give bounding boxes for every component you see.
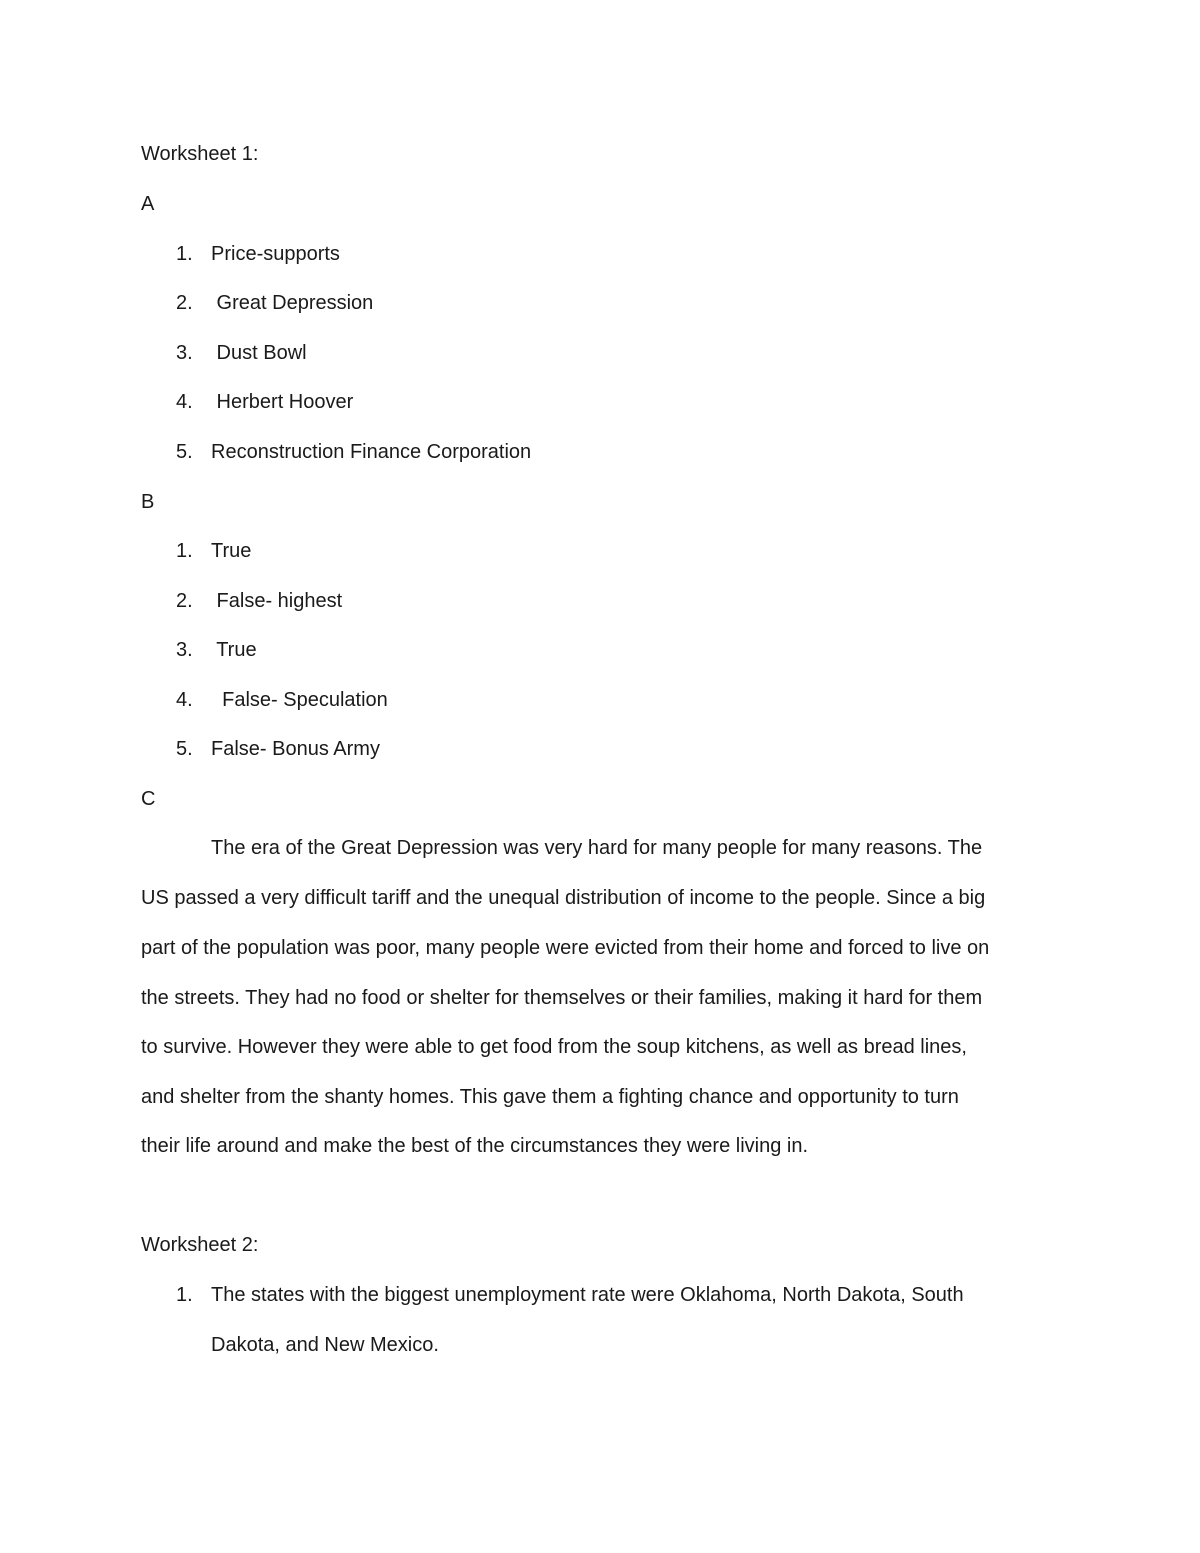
list-text: Price-supports <box>211 243 340 265</box>
section-a-label: A <box>141 193 155 215</box>
list-number: 4. <box>176 391 193 413</box>
paragraph-line: US passed a very difficult tariff and the unequal distribution of income to the people. Since a big <box>141 887 986 909</box>
paragraph-line: and shelter from the shanty homes. This gave them a fighting chance and opportunity to turn <box>141 1086 959 1108</box>
list-number: 5. <box>176 441 193 463</box>
list-text: False- Bonus Army <box>211 738 380 760</box>
worksheet-2-heading: Worksheet 2: <box>141 1234 259 1256</box>
list-number: 2. <box>176 292 193 314</box>
list-number: 1. <box>176 1284 193 1306</box>
list-text: Great Depression <box>211 292 374 314</box>
list-text: False- Speculation <box>211 689 388 711</box>
list-text: False- highest <box>211 590 343 612</box>
paragraph-line: the streets. They had no food or shelter for themselves or their families, making it hard for them <box>141 987 983 1009</box>
list-text: Reconstruction Finance Corporation <box>211 441 532 463</box>
list-number: 3. <box>176 639 193 661</box>
list-text: Herbert Hoover <box>211 391 354 413</box>
section-b-label: B <box>141 491 155 513</box>
list-text: Dust Bowl <box>211 342 307 364</box>
paragraph-line: The era of the Great Depression was very hard for many people for many reasons. The <box>211 837 983 859</box>
list-number: 4. <box>176 689 193 711</box>
list-number: 1. <box>176 243 193 265</box>
list-number: 5. <box>176 738 193 760</box>
list-text: Dakota, and New Mexico. <box>211 1334 439 1356</box>
list-text: True <box>211 540 252 562</box>
list-text: True <box>211 639 257 661</box>
section-c-label: C <box>141 788 156 810</box>
paragraph-line: part of the population was poor, many people were evicted from their home and forced to live on <box>141 937 990 959</box>
list-number: 1. <box>176 540 193 562</box>
paragraph-line: their life around and make the best of the circumstances they were living in. <box>141 1135 809 1157</box>
list-number: 3. <box>176 342 193 364</box>
paragraph-line: to survive. However they were able to get food from the soup kitchens, as well as bread lines, <box>141 1036 967 1058</box>
list-text: The states with the biggest unemployment rate were Oklahoma, North Dakota, South <box>211 1284 964 1306</box>
worksheet-1-heading: Worksheet 1: <box>141 143 259 165</box>
list-number: 2. <box>176 590 193 612</box>
